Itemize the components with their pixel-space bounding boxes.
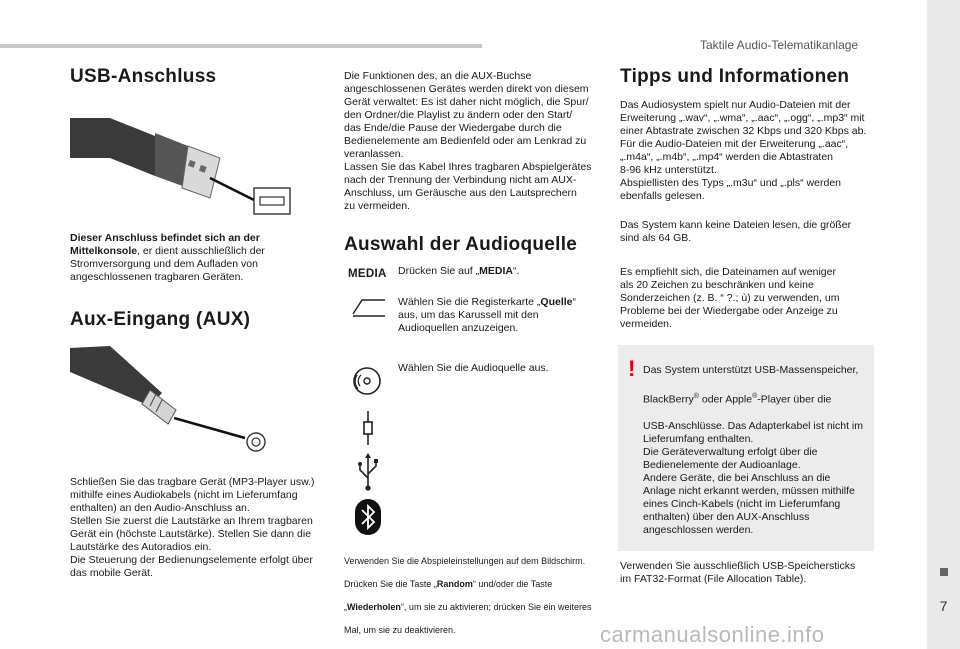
usb-description — [70, 232, 300, 284]
warning-icon: ! — [628, 356, 636, 381]
source-step-1: Drücken Sie auf „MEDIA“. — [398, 265, 520, 277]
page-number: 7 — [939, 598, 948, 614]
source-note: Verwenden Sie die Abspieleinstellungen auf dem Bildschirm. Drücken Sie die Taste „Random“ und/oder die Taste „Wiederholen“, um sie zu aktivieren; drücken Sie ein weiteres Mal, um sie zu deaktivieren. — [344, 555, 592, 636]
usb-title: USB-Anschluss — [70, 66, 217, 87]
header-title: Taktile Audio-Telematikanlage — [700, 38, 859, 52]
usb-desc-bold: Dieser Anschluss befindet sich an der Mittelkonsole — [70, 232, 260, 257]
tips-paragraph-4: Verwenden Sie ausschließlich USB-Speichersticks im FAT32-Format (File Allocation Table). — [620, 560, 856, 585]
page-marker — [940, 568, 948, 576]
usb-plug-illustration — [70, 98, 300, 218]
aux-title: Aux-Eingang (AUX) — [70, 309, 251, 330]
source-tab-icon[interactable] — [352, 296, 386, 318]
cd-icon[interactable] — [352, 366, 382, 396]
side-strip — [927, 0, 960, 649]
aux-text: Schließen Sie das tragbare Gerät (MP3-Player usw.) mithilfe eines Audiokabels (nicht im Lieferumfang enthalten) an den Audio-Anschluss an. Stellen Sie zuerst die Lautstärke an Ihrem tragbaren Gerät ein (höchste Lautstärke). Stellen Sie dann die Lautstärke des Autoradios ein. Die Steuerung der Bedienungselemente erfolgt über das mobile Gerät. — [70, 476, 315, 579]
tips-paragraph-3: Es empfiehlt sich, die Dateinamen auf weniger als 20 Zeichen zu beschränken und keine Sonderzeichen (z. B. “ ?.; ù) zu verwenden, um Probleme bei der Wiedergabe oder Anzeige zu vermeiden. — [620, 266, 840, 330]
header-rule — [0, 44, 482, 48]
tips-title: Tipps und Informationen — [620, 66, 850, 87]
aux-functions-text: Die Funktionen des, an die AUX-Buchse angeschlossenen Gerätes werden direkt von diesem Gerät verwaltet: Es ist daher nicht möglich, die Spur/ den Ordner/die Playlist zu ändern oder den Start/ das Ende/die Pause der Wiedergabe durch die Bedienelemente am Bedienfeld oder am Lenkrad zu veranlassen. Lassen Sie das Kabel Ihres tragbaren Abspielgerätes nach der Trennung der Verbindung nicht am AUX- Anschluss, um Geräusche aus den Lautsprechern zu vermeiden. — [344, 70, 592, 212]
warning-text: Das System unterstützt USB-Massenspeicher, BlackBerry® oder Apple®-Player über die USB-Anschlüsse. Das Adapterkabel ist nicht im Lieferumfang enthalten. Die Geräteverwaltung erfolgt über die Bedienelemente der Audioanlage. Andere Geräte, die bei Anschluss an die Anlage nicht erkannt werden, müssen mithilfe eines Cinch-Kabels (nicht im Lieferumfang enthalten) über den AUX-Anschluss angeschlossen werden. — [643, 364, 864, 536]
watermark: carmanualsonline.info — [600, 622, 825, 647]
tips-paragraph-2: Das System kann keine Dateien lesen, die größer sind als 64 GB. — [620, 219, 852, 244]
aux-jack-icon[interactable] — [358, 410, 378, 446]
tips-paragraph-1: Das Audiosystem spielt nur Audio-Dateien mit der Erweiterung „.wav“, „.wma“, „.aac“, „.ogg“, „.mp3“ mit einer Abtastrate zwischen 32 Kbps und 320 Kbps ab. Für die Audio-Dateien mit der Erweiterung „.aac“, „.m4a“, „.m4b“, „.mp4“ werden die Abtastraten 8-96 kHz unterstützt. Abspiellisten des Typs „.m3u“ und „.pls“ werden ebenfalls gelesen. — [620, 99, 867, 202]
source-step-2: Wählen Sie die Registerkarte „Quelle“ aus, um das Karussell mit den Audioquellen anzuzeigen. — [398, 296, 577, 334]
source-title: Auswahl der Audioquelle — [344, 234, 578, 255]
aux-jack-illustration — [70, 338, 270, 454]
media-button-label[interactable]: MEDIA — [348, 268, 387, 280]
usb-icon[interactable] — [356, 452, 380, 492]
bluetooth-icon[interactable] — [354, 498, 382, 536]
usb-desc-rest: , er dient ausschließlich der Stromversorgung und dem Aufladen von angeschlossenen tragbaren Geräten. — [70, 245, 265, 283]
source-step-3: Wählen Sie die Audioquelle aus. — [398, 362, 549, 374]
